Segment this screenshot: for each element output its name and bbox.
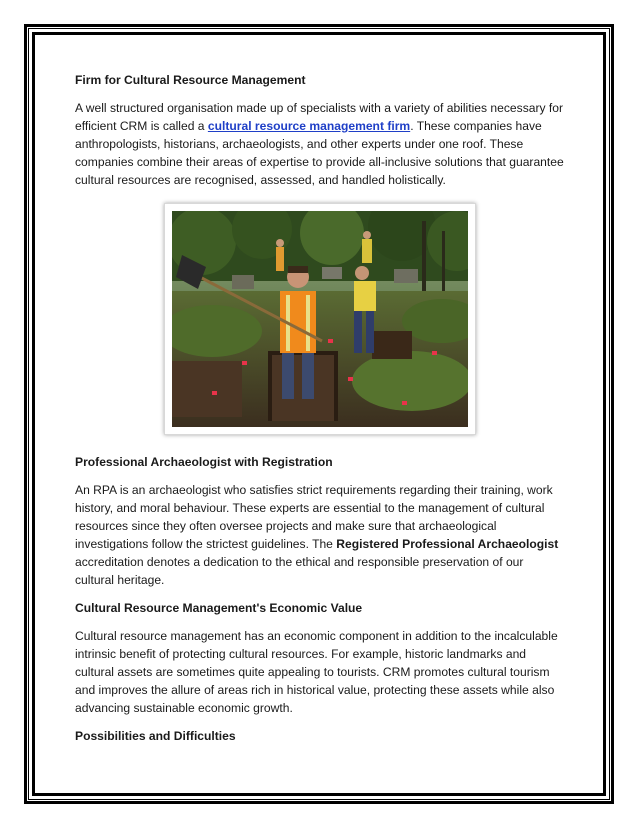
paragraph-text: A well structured organisation made up of specialists with a variety of abilities necessary for efficient CRM is called a (75, 101, 564, 133)
paragraph-text: . These companies have anthropologists, historians, archaeologists, and other experts under one roof. These companies combine their areas of expertise to provide all-inclusive solutions that guarantee cultural resources are recognised, assessed, and handled holistically. (75, 119, 564, 187)
heading-rpa: Professional Archaeologist with Registration (75, 455, 333, 469)
rpa-bold-term: Registered Professional Archaeologist (336, 537, 559, 551)
heading-possibilities: Possibilities and Difficulties (75, 729, 236, 743)
paragraph-rpa (75, 481, 565, 589)
paragraph-text: An RPA is an archaeologist who satisfies strict requirements regarding their training, work history, and moral behaviour. These experts are essential to the management of cultural resources since they often oversee projects and make sure that archaeological investigations follow the strictest guidelines. The (75, 483, 553, 551)
paragraph-text: accreditation denotes a dedication to the ethical and responsible preservation of our cultural heritage. (75, 555, 524, 587)
paragraph-crm-firm (75, 99, 565, 189)
document-content (75, 71, 565, 755)
figure (75, 203, 565, 435)
figure-frame (164, 203, 476, 435)
paragraph-economic-value: Cultural resource management has an economic component in addition to the incalculable intrinsic benefit of protecting cultural resources. For example, historic landmarks and cultural assets are sometimes quite appealing to tourists. CRM promotes cultural tourism and improves the allure of areas rich in historical value, protecting these assets while also advancing sustainable economic growth. (75, 629, 558, 715)
archaeological-excavation-photo (172, 211, 468, 427)
heading-crm-firm: Firm for Cultural Resource Management (75, 73, 306, 87)
crm-firm-link[interactable]: cultural resource management firm (207, 119, 411, 133)
heading-economic-value: Cultural Resource Management's Economic Value (75, 601, 363, 615)
